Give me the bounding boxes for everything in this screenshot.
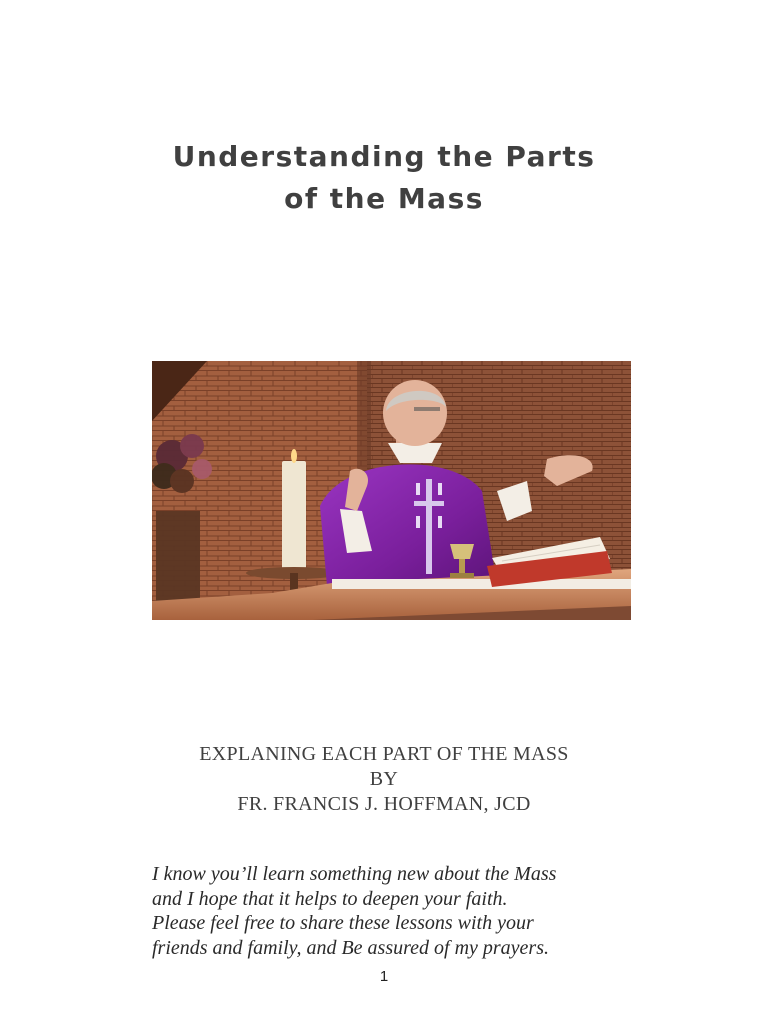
byline-block xyxy=(0,742,768,817)
note-line: friends and family, and Be assured of my prayers. xyxy=(152,936,550,959)
note-line: I know you’ll learn something new about the Mass xyxy=(152,863,557,885)
note-line: and I hope that it helps to deepen your faith. xyxy=(152,887,508,910)
page-number: 1 xyxy=(379,968,389,985)
author-name: FR. FRANCIS J. HOFFMAN, JCD xyxy=(237,793,531,815)
priest-at-altar-photo xyxy=(152,361,631,620)
note-line: Please feel free to share these lessons with your xyxy=(152,912,534,934)
author-note xyxy=(152,862,652,960)
by-label: BY xyxy=(369,768,399,790)
subtitle: EXPLANING EACH PART OF THE MASS xyxy=(199,743,569,765)
title-line-1: Understanding the Parts xyxy=(172,140,596,173)
document-title xyxy=(0,136,768,220)
title-line-2: of the Mass xyxy=(284,182,484,215)
